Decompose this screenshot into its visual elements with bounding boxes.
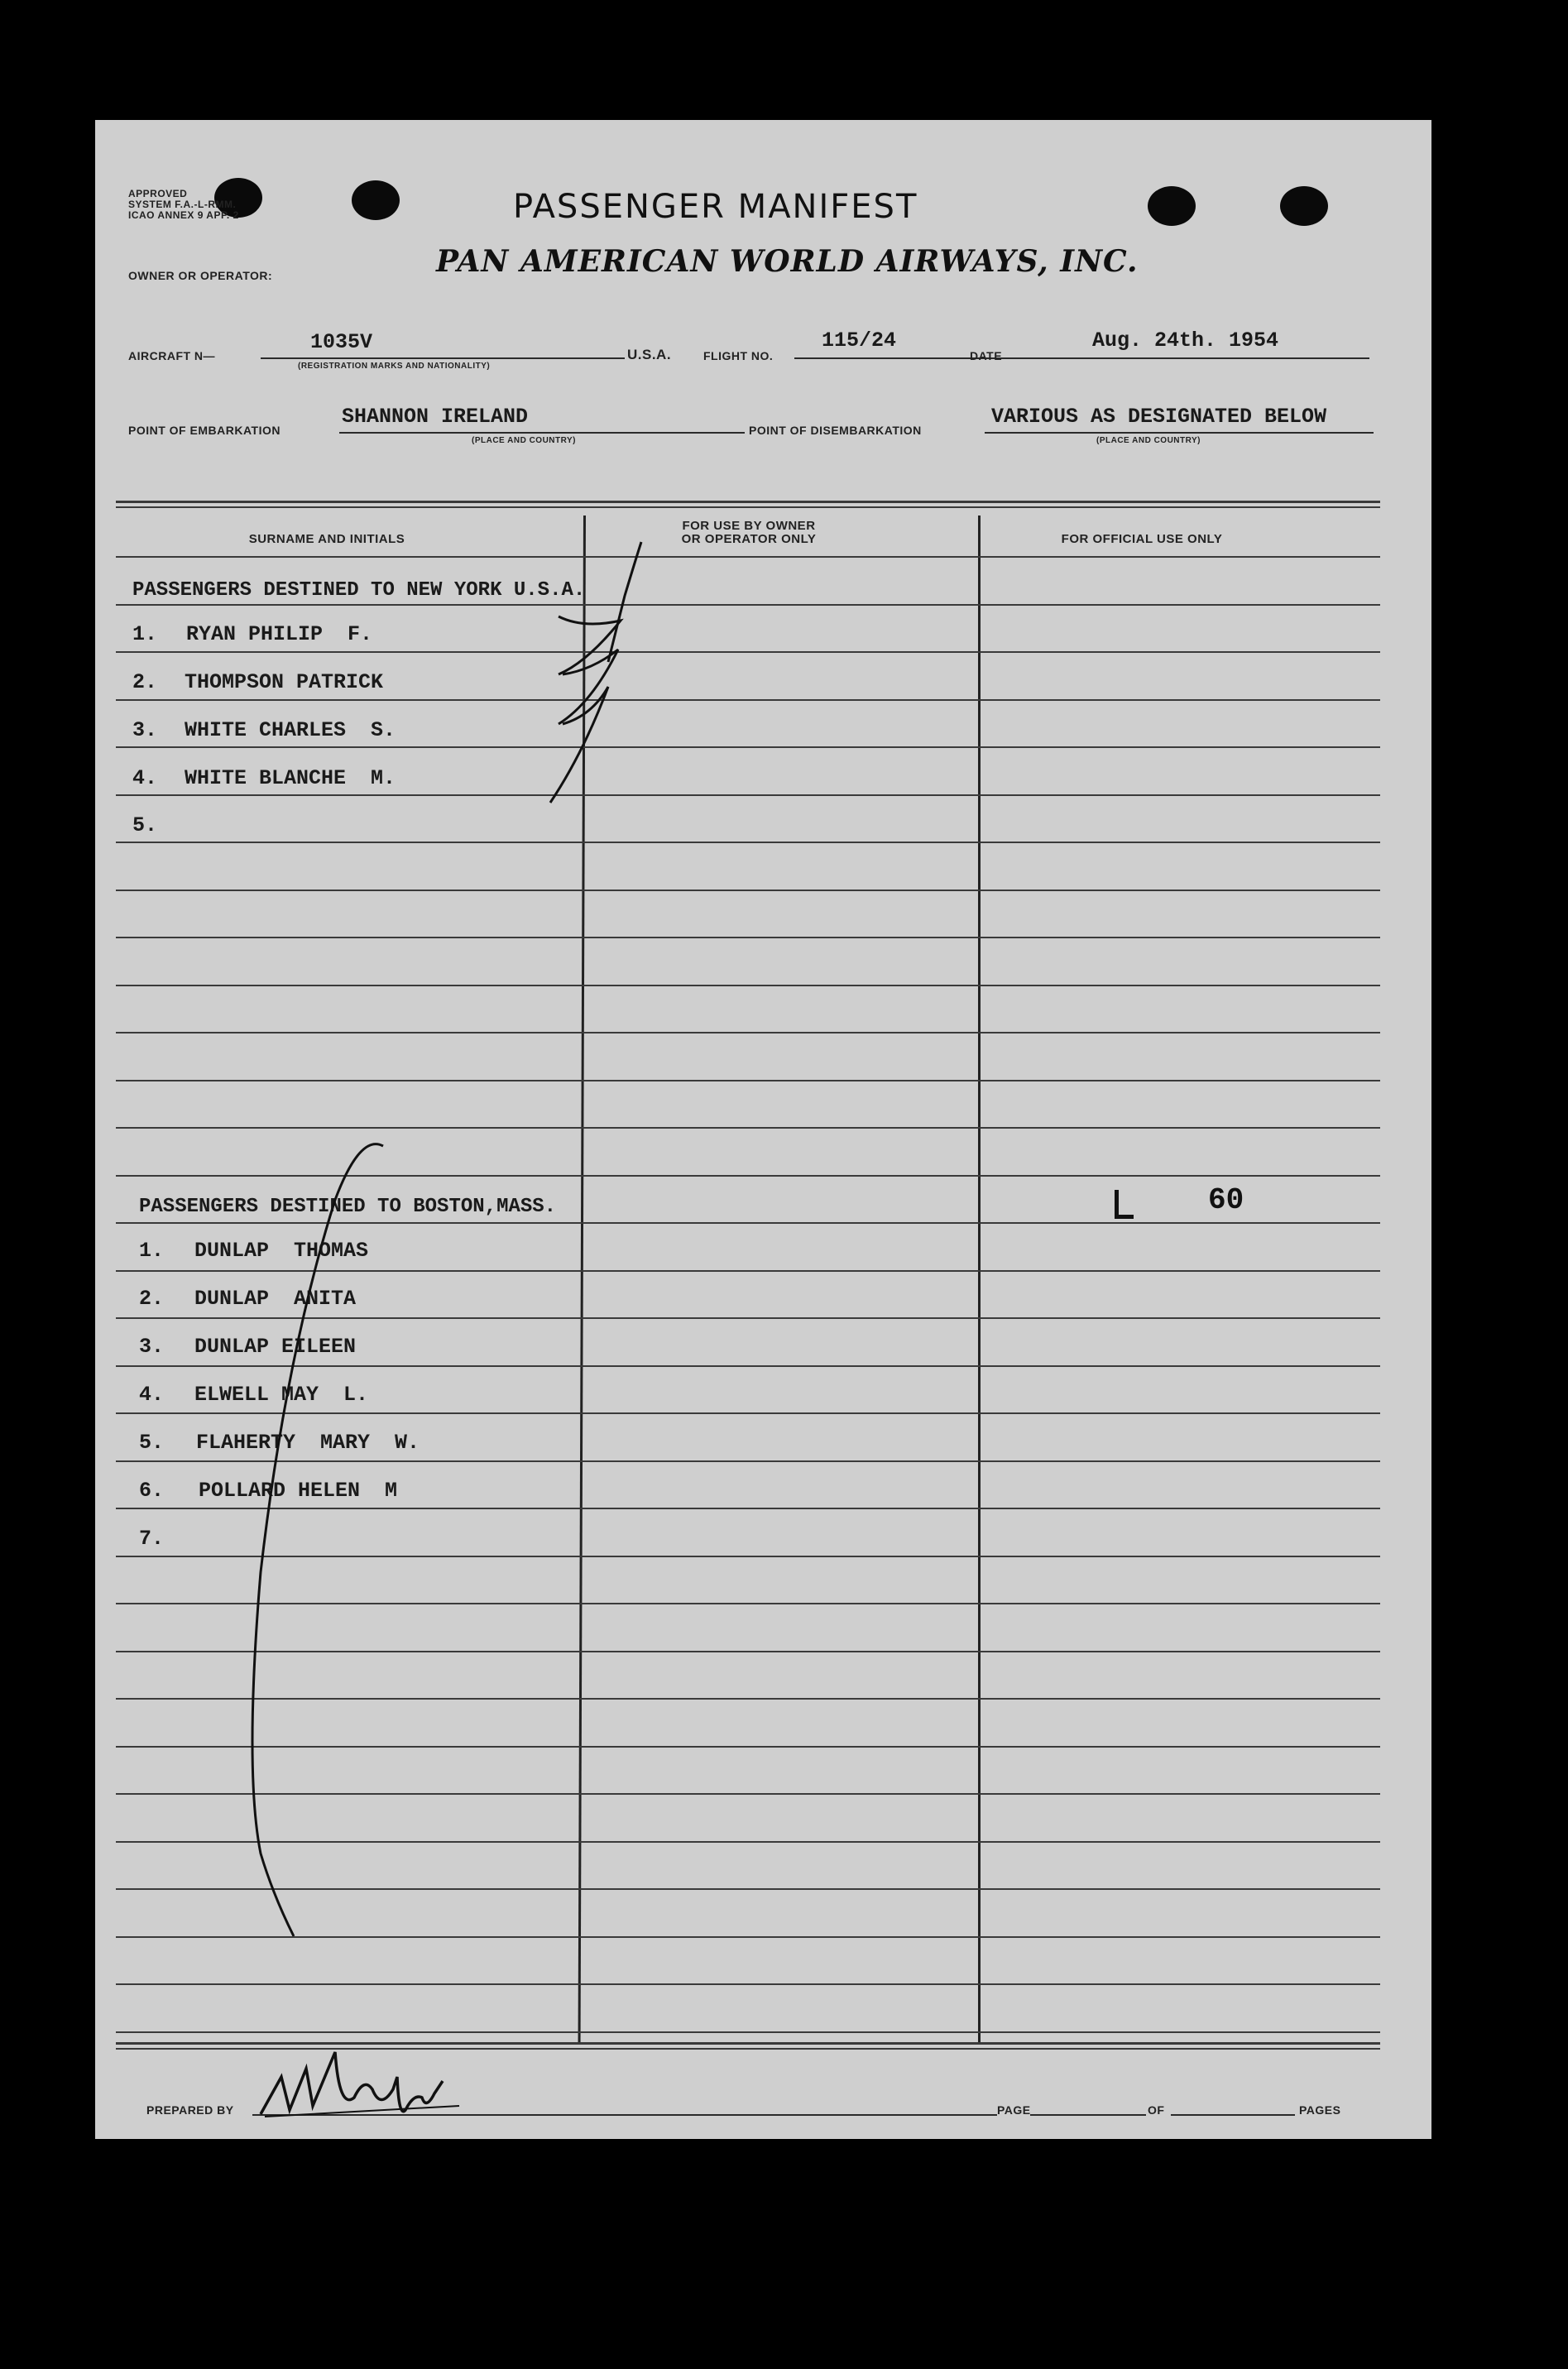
aircraft-number: 1035V xyxy=(310,330,373,354)
passenger-name: WHITE CHARLES S. xyxy=(185,718,396,742)
page-label: PAGE xyxy=(997,2103,1031,2117)
ruled-line xyxy=(116,1983,1380,1985)
passenger-number: 1. xyxy=(139,1239,165,1263)
passenger-name: THOMPSON PATRICK xyxy=(185,670,384,694)
group-heading: PASSENGERS DESTINED TO NEW YORK U.S.A. xyxy=(132,579,586,602)
embarkation-place: SHANNON IRELAND xyxy=(342,405,529,429)
passenger-name: DUNLAP THOMAS xyxy=(194,1239,369,1263)
usa-label: U.S.A. xyxy=(627,347,672,362)
column-divider xyxy=(978,516,981,2042)
passenger-name: POLLARD HELEN M xyxy=(199,1479,398,1503)
ruled-line xyxy=(116,1936,1380,1938)
ruled-line xyxy=(116,842,1380,843)
passenger-number: 3. xyxy=(139,1335,165,1359)
passenger-name: FLAHERTY MARY W. xyxy=(196,1431,420,1455)
punch-hole xyxy=(352,180,400,220)
check-marks xyxy=(542,538,658,927)
passenger-number: 7. xyxy=(139,1527,165,1551)
passenger-name: RYAN PHILIP F. xyxy=(186,622,373,646)
pages-label: PAGES xyxy=(1299,2103,1341,2117)
disembarkation-underline xyxy=(985,432,1374,434)
approval-line: SYSTEM F.A.-L-RMM. xyxy=(128,199,237,210)
ruled-line xyxy=(116,651,1380,653)
passenger-number: 6. xyxy=(139,1479,165,1503)
form-title: PASSENGER MANIFEST xyxy=(513,188,918,226)
header-rule xyxy=(116,501,1380,503)
group-heading: PASSENGERS DESTINED TO BOSTON,MASS. xyxy=(139,1196,557,1218)
passenger-number: 3. xyxy=(132,718,158,742)
ruled-line xyxy=(116,794,1380,796)
official-mark-glyph xyxy=(1115,1190,1134,1219)
preparer-signature xyxy=(257,2019,463,2127)
owner-label: OWNER OR OPERATOR: xyxy=(128,269,273,282)
of-label: OF xyxy=(1148,2103,1165,2117)
passenger-name: ELWELL MAY L. xyxy=(194,1383,369,1407)
disembarkation-label: POINT OF DISEMBARKATION xyxy=(749,424,922,437)
aircraft-label: AIRCRAFT N— xyxy=(128,349,216,362)
passenger-number: 2. xyxy=(139,1287,165,1311)
official-mark: 60 xyxy=(1208,1183,1244,1217)
passenger-number: 4. xyxy=(132,766,158,790)
date-label: DATE xyxy=(970,349,1003,362)
ruled-line xyxy=(116,746,1380,748)
flight-label: FLIGHT NO. xyxy=(703,349,774,362)
of-underline xyxy=(1171,2114,1295,2116)
embarkation-label: POINT OF EMBARKATION xyxy=(128,424,281,437)
passenger-number: 4. xyxy=(139,1383,165,1407)
embarkation-underline xyxy=(339,432,745,434)
ruled-line xyxy=(116,985,1380,986)
passenger-number: 5. xyxy=(132,813,158,837)
prepared-label: PREPARED BY xyxy=(146,2103,234,2117)
passenger-name: DUNLAP EILEEN xyxy=(194,1335,357,1359)
punch-hole xyxy=(1148,186,1196,226)
disembarkation-place-note: (PLACE AND COUNTRY) xyxy=(1096,436,1201,445)
ruled-line xyxy=(116,1032,1380,1033)
column-surname: SURNAME AND INITIALS xyxy=(248,532,405,546)
ruled-line xyxy=(116,1127,1380,1129)
passenger-name: DUNLAP ANITA xyxy=(194,1287,357,1311)
page-underline xyxy=(1030,2114,1146,2116)
manifest-paper xyxy=(95,120,1431,2139)
ruled-line xyxy=(116,1080,1380,1081)
approval-line: ICAO ANNEX 9 APP. 2 xyxy=(128,209,239,221)
approval-line: APPROVED xyxy=(128,188,188,199)
ruled-line xyxy=(116,604,1380,606)
flight-date: Aug. 24th. 1954 xyxy=(1092,328,1279,352)
passenger-name: WHITE BLANCHE M. xyxy=(185,766,396,790)
ruled-line xyxy=(116,699,1380,701)
header-rule xyxy=(116,506,1380,508)
embarkation-place-note: (PLACE AND COUNTRY) xyxy=(472,436,576,445)
passenger-number: 5. xyxy=(139,1431,165,1455)
ruled-line xyxy=(116,556,1380,558)
approval-block xyxy=(128,189,239,221)
passenger-number: 2. xyxy=(132,670,158,694)
registration-note: (REGISTRATION MARKS AND NATIONALITY) xyxy=(298,362,491,371)
disembarkation-place: VARIOUS AS DESIGNATED BELOW xyxy=(991,405,1327,429)
operator-name: PAN AMERICAN WORLD AIRWAYS, INC. xyxy=(436,244,1139,279)
handwritten-bracket xyxy=(244,1142,393,1936)
column-owner-use: FOR USE BY OWNER OR OPERATOR ONLY xyxy=(681,519,817,546)
column-official-use: FOR OFFICIAL USE ONLY xyxy=(1061,532,1223,546)
passenger-number: 1. xyxy=(132,622,158,646)
date-underline xyxy=(1014,357,1369,359)
ruled-line xyxy=(116,937,1380,938)
ruled-line xyxy=(116,890,1380,891)
aircraft-underline xyxy=(261,357,625,359)
flight-underline xyxy=(794,357,1047,359)
punch-hole xyxy=(1280,186,1328,226)
flight-number: 115/24 xyxy=(822,328,897,352)
